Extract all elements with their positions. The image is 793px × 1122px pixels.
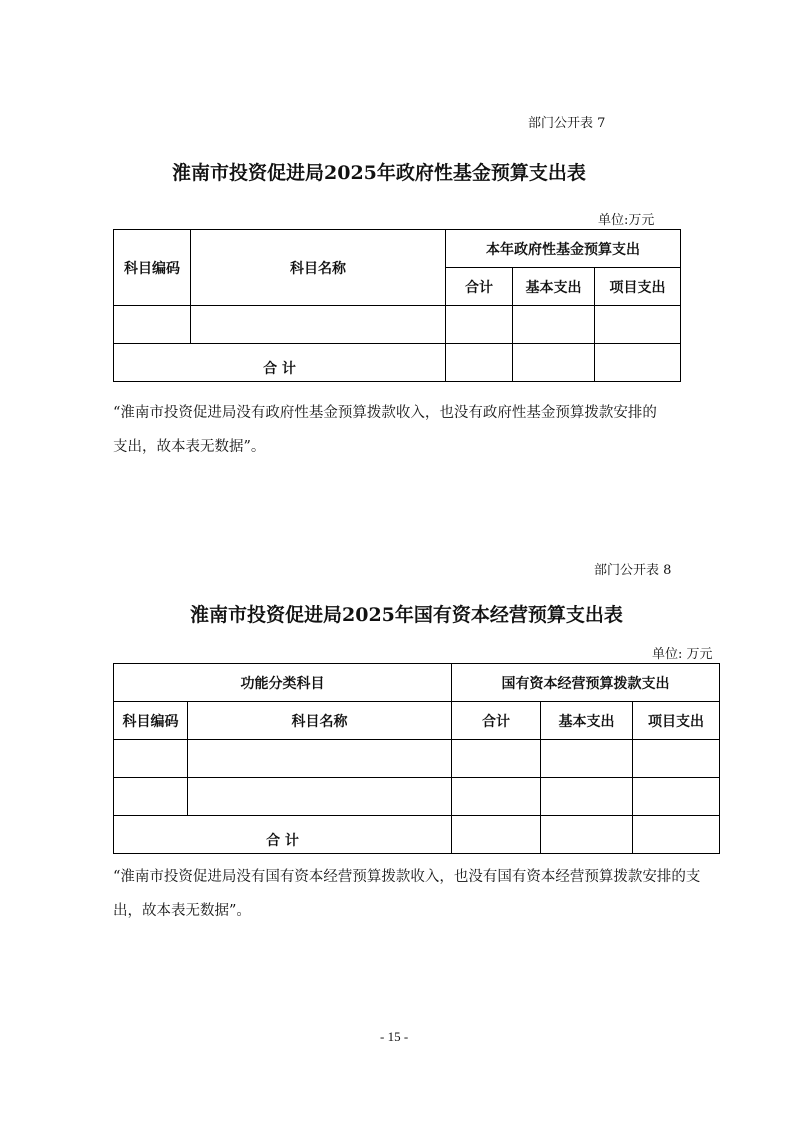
table-cell [633,740,720,778]
table7-header-basic: 基本支出 [513,268,595,306]
table-row [114,740,720,778]
page-number: - 15 - [380,1029,409,1044]
table7-total-label: 合 计 [114,344,446,382]
table-cell [541,740,633,778]
table7-note: “淮南市投资促进局没有政府性基金预算拨款收入，也没有政府性基金预算拨款安排的支出，故本表无数据”。 [113,405,657,455]
table7 [113,229,681,382]
table7-header-name: 科目名称 [191,230,446,306]
table7-total-row [114,344,681,382]
table-cell [541,816,633,854]
table7-unit: 单位:万元 [598,213,655,228]
table-row [114,306,681,344]
table-cell [595,306,681,344]
table-cell [541,778,633,816]
table8-unit: 单位: 万元 [652,647,713,662]
table8-tag: 部门公开表 8 [594,563,672,578]
table8 [113,663,720,854]
table8-header-basic: 基本支出 [541,702,633,740]
table-cell [513,344,595,382]
table8-title: 淮南市投资促进局2025年国有资本经营预算支出表 [190,604,623,626]
table7-header-total: 合计 [446,268,513,306]
table8-header-total: 合计 [452,702,541,740]
table-cell [446,344,513,382]
table-cell [191,306,446,344]
table7-header-code: 科目编码 [114,230,191,306]
table8-note: “淮南市投资促进局没有国有资本经营预算拨款收入，也没有国有资本经营预算拨款安排的支出，故本表无数据”。 [113,869,701,919]
table7-tag: 部门公开表 7 [528,116,606,131]
table8-total-label: 合 计 [114,816,452,854]
table8-header-func-group: 功能分类科目 [114,664,452,702]
table8-header-name: 科目名称 [188,702,452,740]
table7-header-group: 本年政府性基金预算支出 [446,230,681,268]
table-cell [188,740,452,778]
table-cell [633,778,720,816]
table-cell [633,816,720,854]
table-cell [595,344,681,382]
table-row [114,778,720,816]
table8-header-code: 科目编码 [114,702,188,740]
table7-title: 淮南市投资促进局2025年政府性基金预算支出表 [172,162,586,184]
table-cell [114,778,188,816]
table7-header-project: 项目支出 [595,268,681,306]
table-cell [452,778,541,816]
table8-header-project: 项目支出 [633,702,720,740]
table-cell [188,778,452,816]
table8-total-row [114,816,720,854]
table-cell [114,740,188,778]
table-cell [452,740,541,778]
table-cell [114,306,191,344]
table8-header-group: 国有资本经营预算拨款支出 [452,664,720,702]
table-cell [452,816,541,854]
table-cell [446,306,513,344]
table-cell [513,306,595,344]
